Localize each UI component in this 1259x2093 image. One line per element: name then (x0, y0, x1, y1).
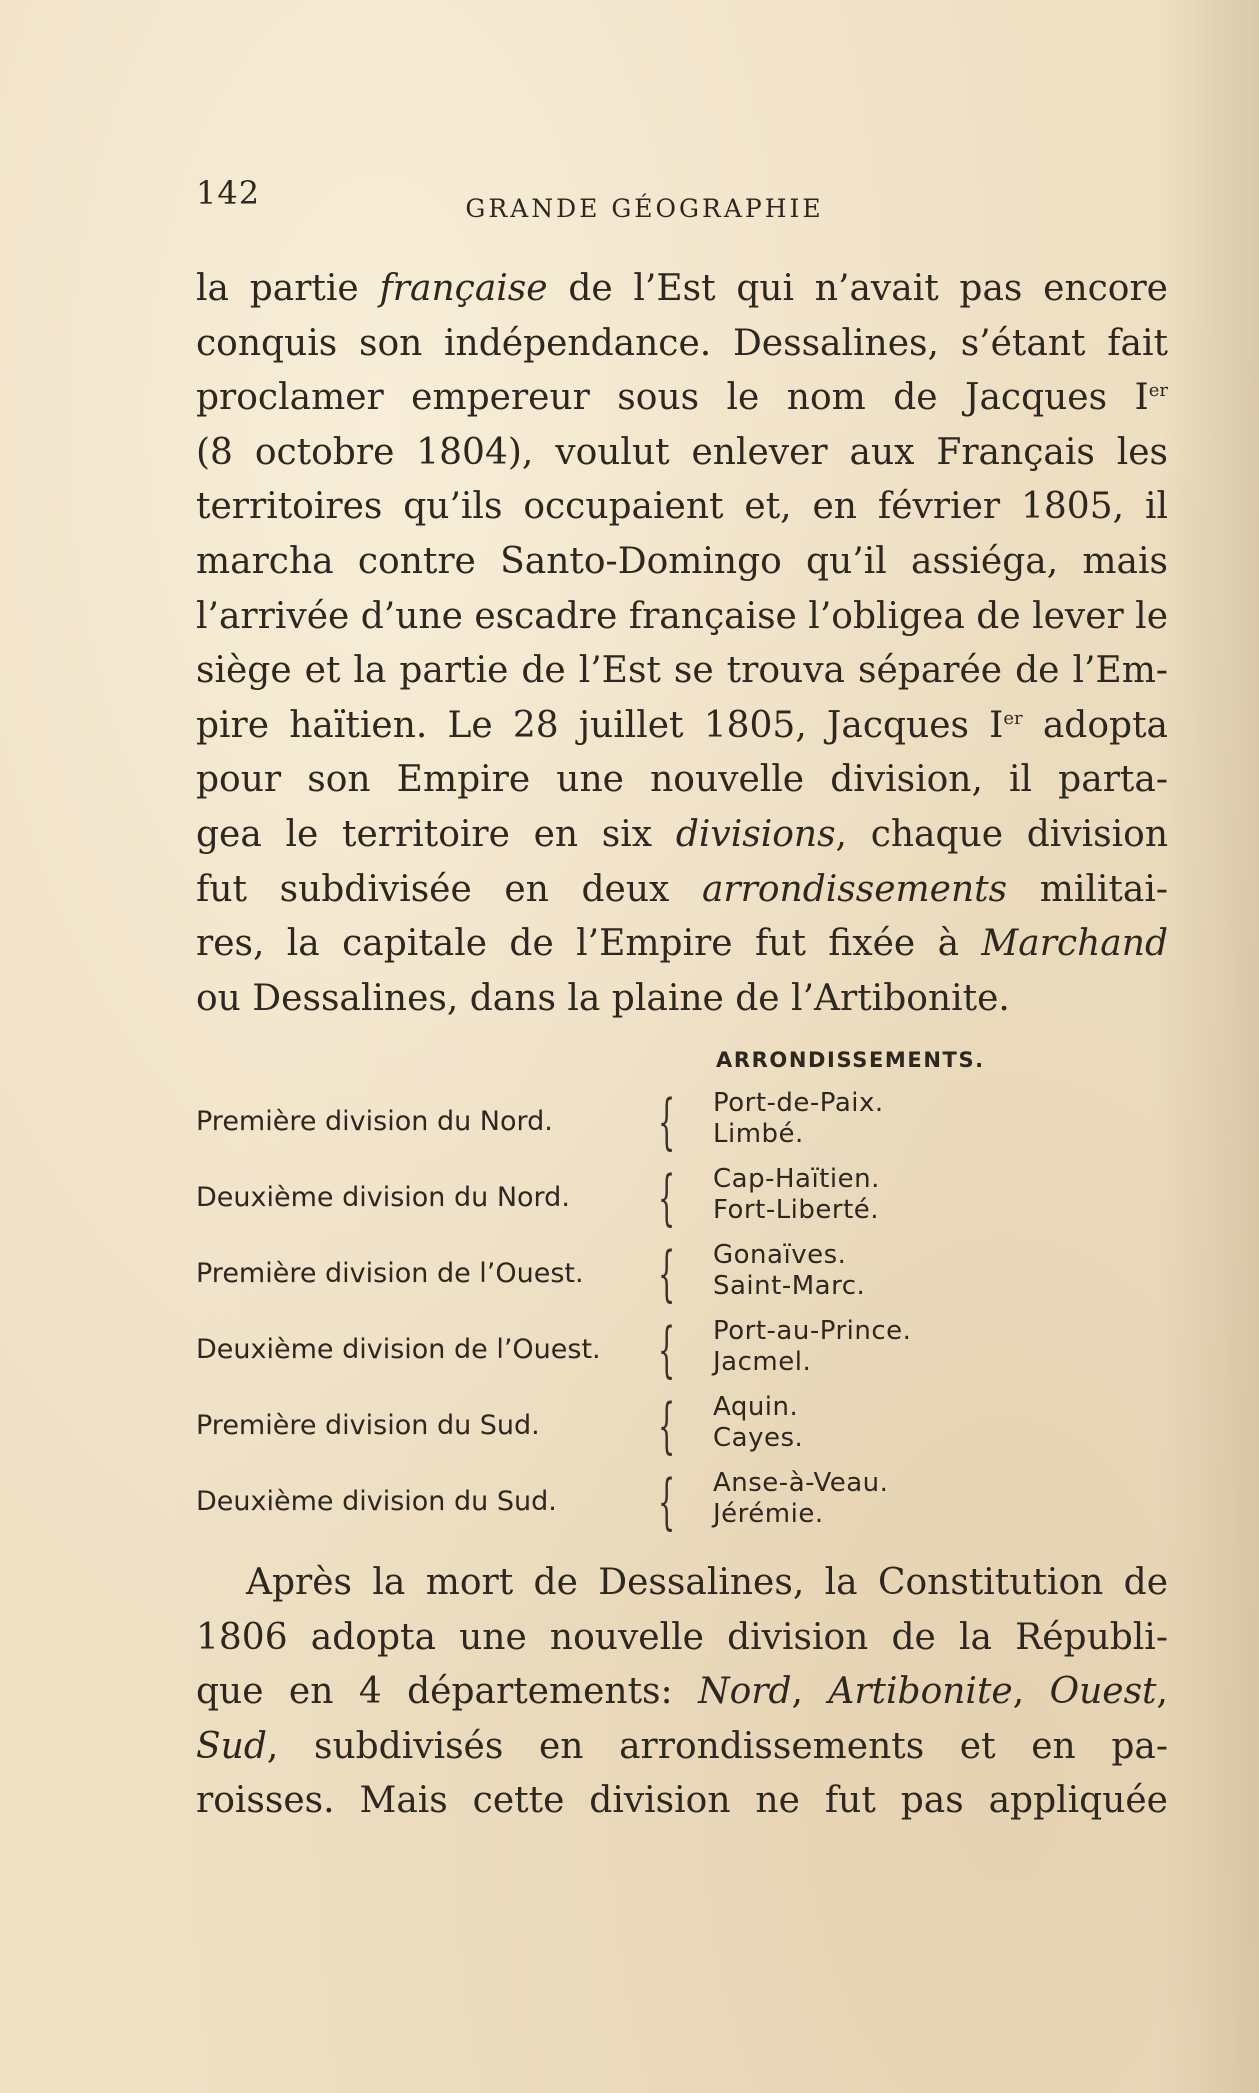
paragraph-2 (196, 1556, 1168, 1829)
table-row (196, 1164, 1096, 1238)
arrondissements: Port-au-Prince. Jacmel. (713, 1316, 912, 1377)
brace: { (658, 1315, 676, 1385)
brace: { (658, 1391, 676, 1461)
text-line: territoires qu’ils occupaient et, en février 1805, il (196, 486, 1168, 528)
table-row (196, 1240, 1096, 1314)
page-number: 142 (196, 174, 261, 212)
arrondissements: Gonaïves. Saint-Marc. (713, 1240, 866, 1301)
text-line: Après la mort de Dessalines, la Constitution de (246, 1562, 1168, 1603)
table-row (196, 1392, 1096, 1466)
paragraph-1 (196, 262, 1168, 1026)
brace: { (658, 1087, 676, 1157)
text-line: roisses. Mais cette division ne fut pas appliquée (196, 1780, 1168, 1822)
arrondissements: Port-de-Paix. Limbé. (713, 1088, 884, 1149)
arrondissements-header: ARRONDISSEMENTS. (716, 1048, 985, 1072)
brace: { (658, 1163, 676, 1233)
text-line: que en 4 départements: Nord, Artibonite, Ouest, (196, 1671, 1168, 1713)
table-row (196, 1088, 1096, 1162)
division-name: Deuxième division du Nord. (196, 1182, 570, 1213)
table-row (196, 1468, 1096, 1542)
arrondissements: Aquin. Cayes. (713, 1392, 804, 1453)
brace: { (658, 1239, 676, 1309)
division-name: Deuxième division du Sud. (196, 1486, 557, 1517)
text-line: conquis son indépendance. Dessalines, s’étant fait (196, 322, 1168, 364)
text-line: fut subdivisée en deux arrondissements militai- (196, 868, 1168, 910)
arrondissements: Anse-à-Veau. Jérémie. (713, 1468, 889, 1529)
text-line: 1806 adopta une nouvelle division de la Républi- (196, 1616, 1168, 1658)
text-line: proclamer empereur sous le nom de Jacques Ier (196, 377, 1168, 419)
text-line: pire haïtien. Le 28 juillet 1805, Jacques Ier adopta (196, 704, 1169, 746)
text-line: l’arrivée d’une escadre française l’obligea de lever le (196, 595, 1168, 637)
running-title: GRANDE GÉOGRAPHIE (465, 194, 824, 223)
text-line: la partie française de l’Est qui n’avait pas encore (196, 268, 1168, 309)
arrondissements: Cap-Haïtien. Fort-Liberté. (713, 1164, 880, 1225)
brace: { (658, 1467, 676, 1537)
division-name: Première division de l’Ouest. (196, 1258, 584, 1289)
division-name: Deuxième division de l’Ouest. (196, 1334, 601, 1365)
division-name: Première division du Sud. (196, 1410, 540, 1441)
text-line: ou Dessalines, dans la plaine de l’Artibonite. (196, 977, 1010, 1019)
division-name: Première division du Nord. (196, 1106, 553, 1137)
text-line: gea le territoire en six divisions, chaque division (196, 813, 1169, 855)
text-line: (8 octobre 1804), voulut enlever aux Français les (196, 431, 1168, 473)
table-row (196, 1316, 1096, 1390)
text-line: siège et la partie de l’Est se trouva séparée de l’Em- (196, 650, 1168, 692)
text-line: marcha contre Santo-Domingo qu’il assiéga, mais (196, 540, 1168, 582)
text-line: Sud, subdivisés en arrondissements et en pa- (196, 1725, 1168, 1767)
text-line: pour son Empire une nouvelle division, il parta- (196, 759, 1168, 801)
text-line: res, la capitale de l’Empire fut fixée à Marchand (196, 923, 1168, 965)
